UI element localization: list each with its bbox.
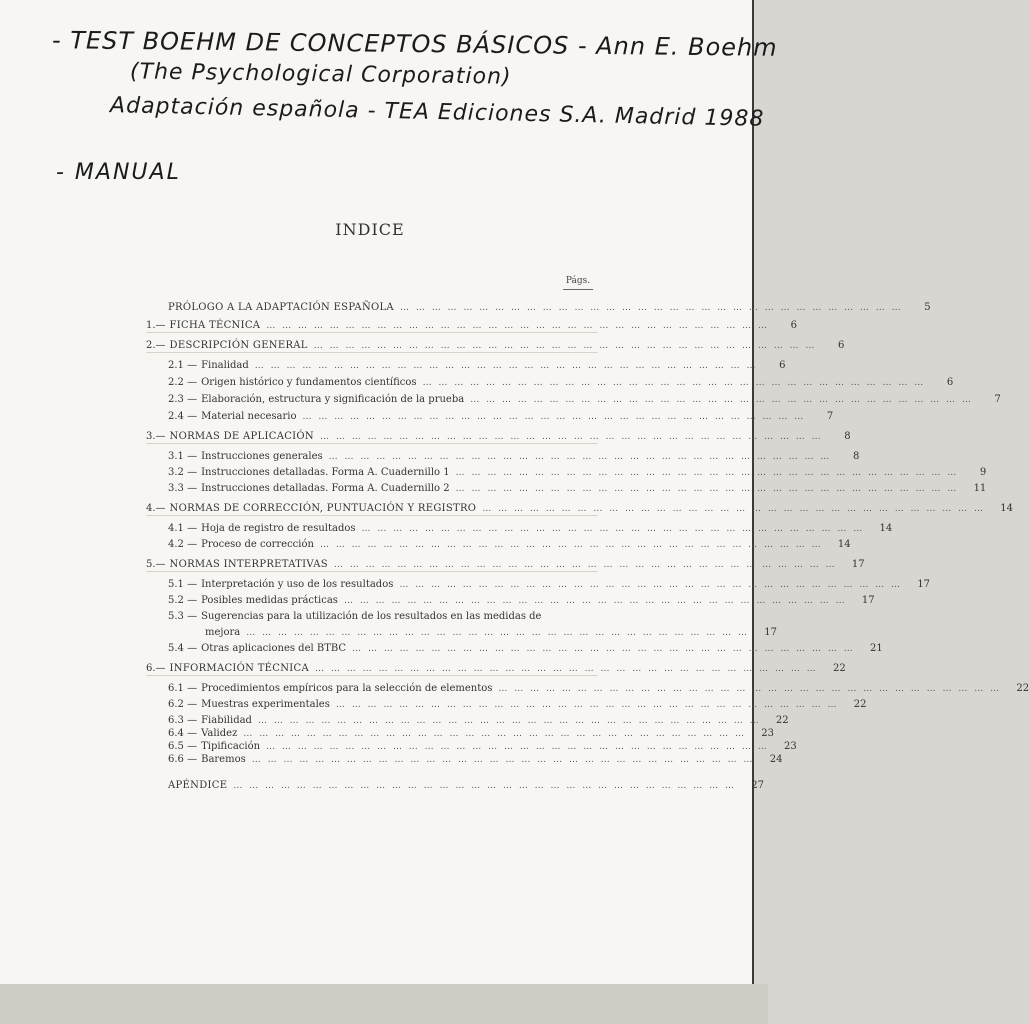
toc-entry-label: Posibles medidas prácticas bbox=[201, 595, 338, 606]
toc-leader-dots: … … … … … … … … … … … … … … … … … … … … … … … … … … … … … … … … bbox=[361, 524, 865, 534]
toc-entry-page: 11 bbox=[973, 483, 987, 494]
toc-leader-dots: … … … … … … … … … … … … … … … … … … … … … … … … … … … … … … … … bbox=[333, 560, 837, 570]
toc-leader-dots: … … … … … … … … … … … … … … … … … … … … … … … … … … … … … … … … bbox=[399, 580, 903, 590]
toc-entry-number: 4.— bbox=[146, 503, 166, 514]
toc-entry bbox=[168, 523, 893, 537]
toc-entry-number: 3.2 — bbox=[168, 467, 198, 478]
pages-column-header: Págs. bbox=[563, 276, 593, 290]
toc-entry-label: Otras aplicaciones del BTBC bbox=[201, 643, 347, 654]
toc-entry-number: 1.— bbox=[146, 320, 166, 331]
toc-entry-number: 5.2 — bbox=[168, 595, 198, 606]
toc-entry-label: Material necesario bbox=[201, 411, 297, 422]
toc-entry bbox=[168, 754, 783, 768]
toc-entry bbox=[168, 715, 789, 729]
toc-entry-label: NORMAS INTERPRETATIVAS bbox=[169, 559, 328, 570]
toc-leader-dots: … … … … … … … … … … … … … … … … … … … … … … … … … … … … … … … … bbox=[343, 596, 847, 606]
toc-entry-page: 8 bbox=[844, 431, 851, 442]
toc-leader-dots: … … … … … … … … … … … … … … … … … … … … … … … … … … … … … … … … bbox=[422, 378, 926, 388]
toc-entry-page: 14 bbox=[879, 523, 893, 534]
toc-entry bbox=[168, 467, 987, 481]
separator-line bbox=[146, 571, 598, 572]
toc-entry-page: 23 bbox=[784, 741, 797, 752]
toc-leader-dots: … … … … … … … … … … … … … … … … … … … … … … … … … … … … … … … … bbox=[313, 341, 817, 351]
toc-entry bbox=[168, 302, 931, 316]
toc-entry-number: 5.— bbox=[146, 559, 166, 570]
toc-leader-dots: … … … … … … … … … … … … … … … … … … … … … … … … … … … … … … … … bbox=[482, 504, 985, 514]
toc-entry-number: 6.1 — bbox=[168, 683, 198, 694]
toc-entry-number: 6.6 — bbox=[168, 754, 198, 765]
separator-line bbox=[146, 443, 598, 444]
toc-leader-dots: … … … … … … … … … … … … … … … … … … … … … … … … … … … … … … … … bbox=[328, 452, 832, 462]
toc-entry-page: 6 bbox=[838, 340, 845, 351]
toc-entry-number: 6.— bbox=[146, 663, 166, 674]
toc-entry-label: Baremos bbox=[201, 754, 246, 765]
toc-entry-label: APÉNDICE bbox=[168, 780, 228, 791]
toc-entry-label: Hoja de registro de resultados bbox=[201, 523, 356, 534]
toc-entry-label: Origen histórico y fundamentos científicos bbox=[201, 377, 417, 388]
toc-leader-dots: … … … … … … … … … … … … … … … … … … … … … … … … … … … … … … … … bbox=[302, 412, 806, 422]
toc-entry-number: 3.1 — bbox=[168, 451, 198, 462]
toc-leader-dots: … … … … … … … … … … … … … … … … … … … … … … … … … … … … … … … … bbox=[352, 644, 855, 654]
toc-entry-page: 24 bbox=[769, 754, 783, 765]
toc-entry-label: PRÓLOGO A LA ADAPTACIÓN ESPAÑOLA bbox=[168, 302, 394, 313]
toc-leader-dots: … … … … … … … … … … … … … … … … … … … … … … … … … … … … … … … … bbox=[257, 716, 761, 726]
toc-leader-dots: … … … … … … … … … … … … … … … … … … … … … … … … … … … … … … … … bbox=[243, 729, 747, 739]
toc-leader-dots: … … … … … … … … … … … … … … … … … … … … … … … … … … … … … … … … bbox=[335, 700, 839, 710]
toc-entry bbox=[168, 360, 786, 374]
toc-entry-number: 6.3 — bbox=[168, 715, 198, 726]
toc-entry-page: 17 bbox=[861, 595, 875, 606]
handwritten-publisher: (The Psychological Corporation) bbox=[129, 59, 512, 90]
toc-entry bbox=[168, 780, 765, 794]
toc-entry bbox=[168, 394, 1001, 408]
toc-leader-dots: … … … … … … … … … … … … … … … … … … … … … … … … … … … … … … … … bbox=[470, 395, 973, 405]
toc-entry-page: 22 bbox=[832, 663, 846, 674]
toc-entry-number: 5.3 — bbox=[168, 611, 198, 622]
toc-entry-page: 23 bbox=[761, 728, 775, 739]
toc-entry bbox=[168, 611, 596, 625]
toc-entry bbox=[168, 451, 860, 465]
scanner-margin bbox=[0, 984, 768, 1024]
toc-entry-number: 4.2 — bbox=[168, 539, 198, 550]
toc-entry bbox=[168, 579, 931, 593]
toc-entry-number: 2.3 — bbox=[168, 394, 198, 405]
toc-entry-label: Fiabilidad bbox=[201, 715, 252, 726]
toc-entry-page: 6 bbox=[790, 320, 797, 331]
toc-entry-page: 22 bbox=[775, 715, 789, 726]
toc-entry bbox=[168, 595, 875, 609]
toc-entry-number: 2.2 — bbox=[168, 377, 198, 388]
toc-entry-page: 6 bbox=[779, 360, 786, 371]
toc-entry-label: Proceso de corrección bbox=[201, 539, 314, 550]
toc-entry-page: 22 bbox=[853, 699, 867, 710]
toc-entry-label: NORMAS DE APLICACIÓN bbox=[169, 431, 314, 442]
toc-entry-page: 6 bbox=[946, 377, 954, 388]
toc-entry-number: 5.1 — bbox=[168, 579, 198, 590]
toc-entry-number: 2.1 — bbox=[168, 360, 198, 371]
toc-entry-number: 5.4 — bbox=[168, 643, 198, 654]
toc-leader-dots: … … … … … … … … … … … … … … … … … … … … … … … … … … … … … … … … bbox=[246, 628, 749, 638]
toc-entry-label: Sugerencias para la utilización de los resultados en las medidas de bbox=[201, 611, 542, 622]
handwritten-manual: - MANUAL bbox=[56, 160, 181, 185]
toc-leader-dots: … … … … … … … … … … … … … … … … … … … … … … … … … … … … … … … … bbox=[254, 361, 758, 371]
toc-leader-dots: … … … … … … … … … … … … … … … … … … … … … … … … … … … … … … … … bbox=[319, 432, 823, 442]
toc-entry-label: INFORMACIÓN TÉCNICA bbox=[169, 663, 309, 674]
toc-entry-page: 9 bbox=[979, 467, 987, 478]
toc-leader-dots: … … … … … … … … … … … … … … … … … … … … … … … … … … … … … … … … bbox=[251, 755, 755, 765]
toc-entry-label: DESCRIPCIÓN GENERAL bbox=[169, 340, 308, 351]
separator-line bbox=[146, 332, 598, 333]
toc-entry-label: Instrucciones generales bbox=[201, 451, 323, 462]
toc-entry-label: NORMAS DE CORRECCIÓN, PUNTUACIÓN Y REGISTRO bbox=[169, 503, 477, 514]
toc-entry-label: Validez bbox=[201, 728, 238, 739]
toc-entry-label: Instrucciones detalladas. Forma A. Cuadernillo 2 bbox=[201, 483, 450, 494]
toc-entry-number: 6.5 — bbox=[168, 741, 198, 752]
handwritten-title: - TEST BOEHM DE CONCEPTOS BÁSICOS - Ann E. Boehm bbox=[51, 26, 778, 62]
toc-entry-page: 17 bbox=[764, 627, 777, 638]
toc-entry bbox=[168, 741, 797, 755]
toc-leader-dots: … … … … … … … … … … … … … … … … … … … … … … … … … … … … … … … … bbox=[319, 540, 823, 550]
toc-entry bbox=[168, 483, 987, 497]
toc-entry-page: 8 bbox=[852, 451, 860, 462]
toc-entry-number: 2.4 — bbox=[168, 411, 198, 422]
toc-entry-number: 3.— bbox=[146, 431, 166, 442]
toc-entry-label: mejora bbox=[205, 627, 241, 638]
toc-entry-label: Interpretación y uso de los resultados bbox=[201, 579, 394, 590]
toc-entry-page: 14 bbox=[837, 539, 851, 550]
toc-entry bbox=[168, 539, 851, 553]
toc-entry-page: 14 bbox=[1000, 503, 1013, 514]
toc-entry-number: 3.3 — bbox=[168, 483, 198, 494]
toc-entry-page: 17 bbox=[851, 559, 865, 570]
toc-leader-dots: … … … … … … … … … … … … … … … … … … … … … … … … … … … … … … … … bbox=[266, 742, 769, 752]
toc-entry-page: 7 bbox=[994, 394, 1001, 405]
index-title: INDICE bbox=[335, 220, 405, 239]
separator-line bbox=[146, 352, 598, 353]
toc-entry-label: Instrucciones detalladas. Forma A. Cuadernillo 1 bbox=[201, 467, 450, 478]
toc-leader-dots: … … … … … … … … … … … … … … … … … … … … … … … … … … … … … … … … bbox=[455, 468, 959, 478]
toc-entry-label: Procedimientos empíricos para la selección de elementos bbox=[201, 683, 493, 694]
toc-entry-page: 21 bbox=[870, 643, 883, 654]
toc-entry-page: 22 bbox=[1016, 683, 1029, 694]
toc-leader-dots: … … … … … … … … … … … … … … … … … … … … … … … … … … … … … … … … bbox=[455, 484, 959, 494]
toc-leader-dots: … … … … … … … … … … … … … … … … … … … … … … … … … … … … … … … … bbox=[315, 664, 818, 674]
toc-entry-number: 6.4 — bbox=[168, 728, 198, 739]
toc-leader-dots: … … … … … … … … … … … … … … … … … … … … … … … … … … … … … … … … bbox=[399, 303, 903, 313]
toc-entry-number: 4.1 — bbox=[168, 523, 198, 534]
handwritten-adaptation: Adaptación española - TEA Ediciones S.A. Madrid 1988 bbox=[109, 93, 765, 132]
toc-entry-label: Tipificación bbox=[201, 741, 261, 752]
toc-entry bbox=[168, 728, 775, 742]
toc-entry-label: FICHA TÉCNICA bbox=[169, 320, 261, 331]
toc-entry bbox=[168, 683, 1029, 697]
toc-entry-label: Finalidad bbox=[201, 360, 249, 371]
toc-entry bbox=[168, 643, 883, 657]
toc-entry bbox=[205, 627, 777, 641]
toc-entry-page: 5 bbox=[924, 302, 931, 313]
toc-entry-page: 17 bbox=[917, 579, 931, 590]
toc-entry bbox=[168, 411, 834, 425]
toc-entry bbox=[168, 699, 867, 713]
toc-entry bbox=[168, 377, 954, 391]
toc-entry-label: Elaboración, estructura y significación de la prueba bbox=[201, 394, 465, 405]
toc-leader-dots: … … … … … … … … … … … … … … … … … … … … … … … … … … … … … … … … bbox=[266, 321, 769, 331]
toc-leader-dots: … … … … … … … … … … … … … … … … … … … … … … … … … … … … … … … … bbox=[233, 781, 737, 791]
toc-entry-page: 7 bbox=[826, 411, 834, 422]
separator-line bbox=[146, 675, 598, 676]
toc-entry-label: Muestras experimentales bbox=[201, 699, 330, 710]
toc-leader-dots: … … … … … … … … … … … … … … … … … … … … … … … … … … … … … … … … bbox=[498, 684, 1002, 694]
toc-entry-number: 6.2 — bbox=[168, 699, 198, 710]
separator-line bbox=[146, 515, 598, 516]
toc-entry-page: 27 bbox=[751, 780, 765, 791]
toc-entry-number: 2.— bbox=[146, 340, 166, 351]
